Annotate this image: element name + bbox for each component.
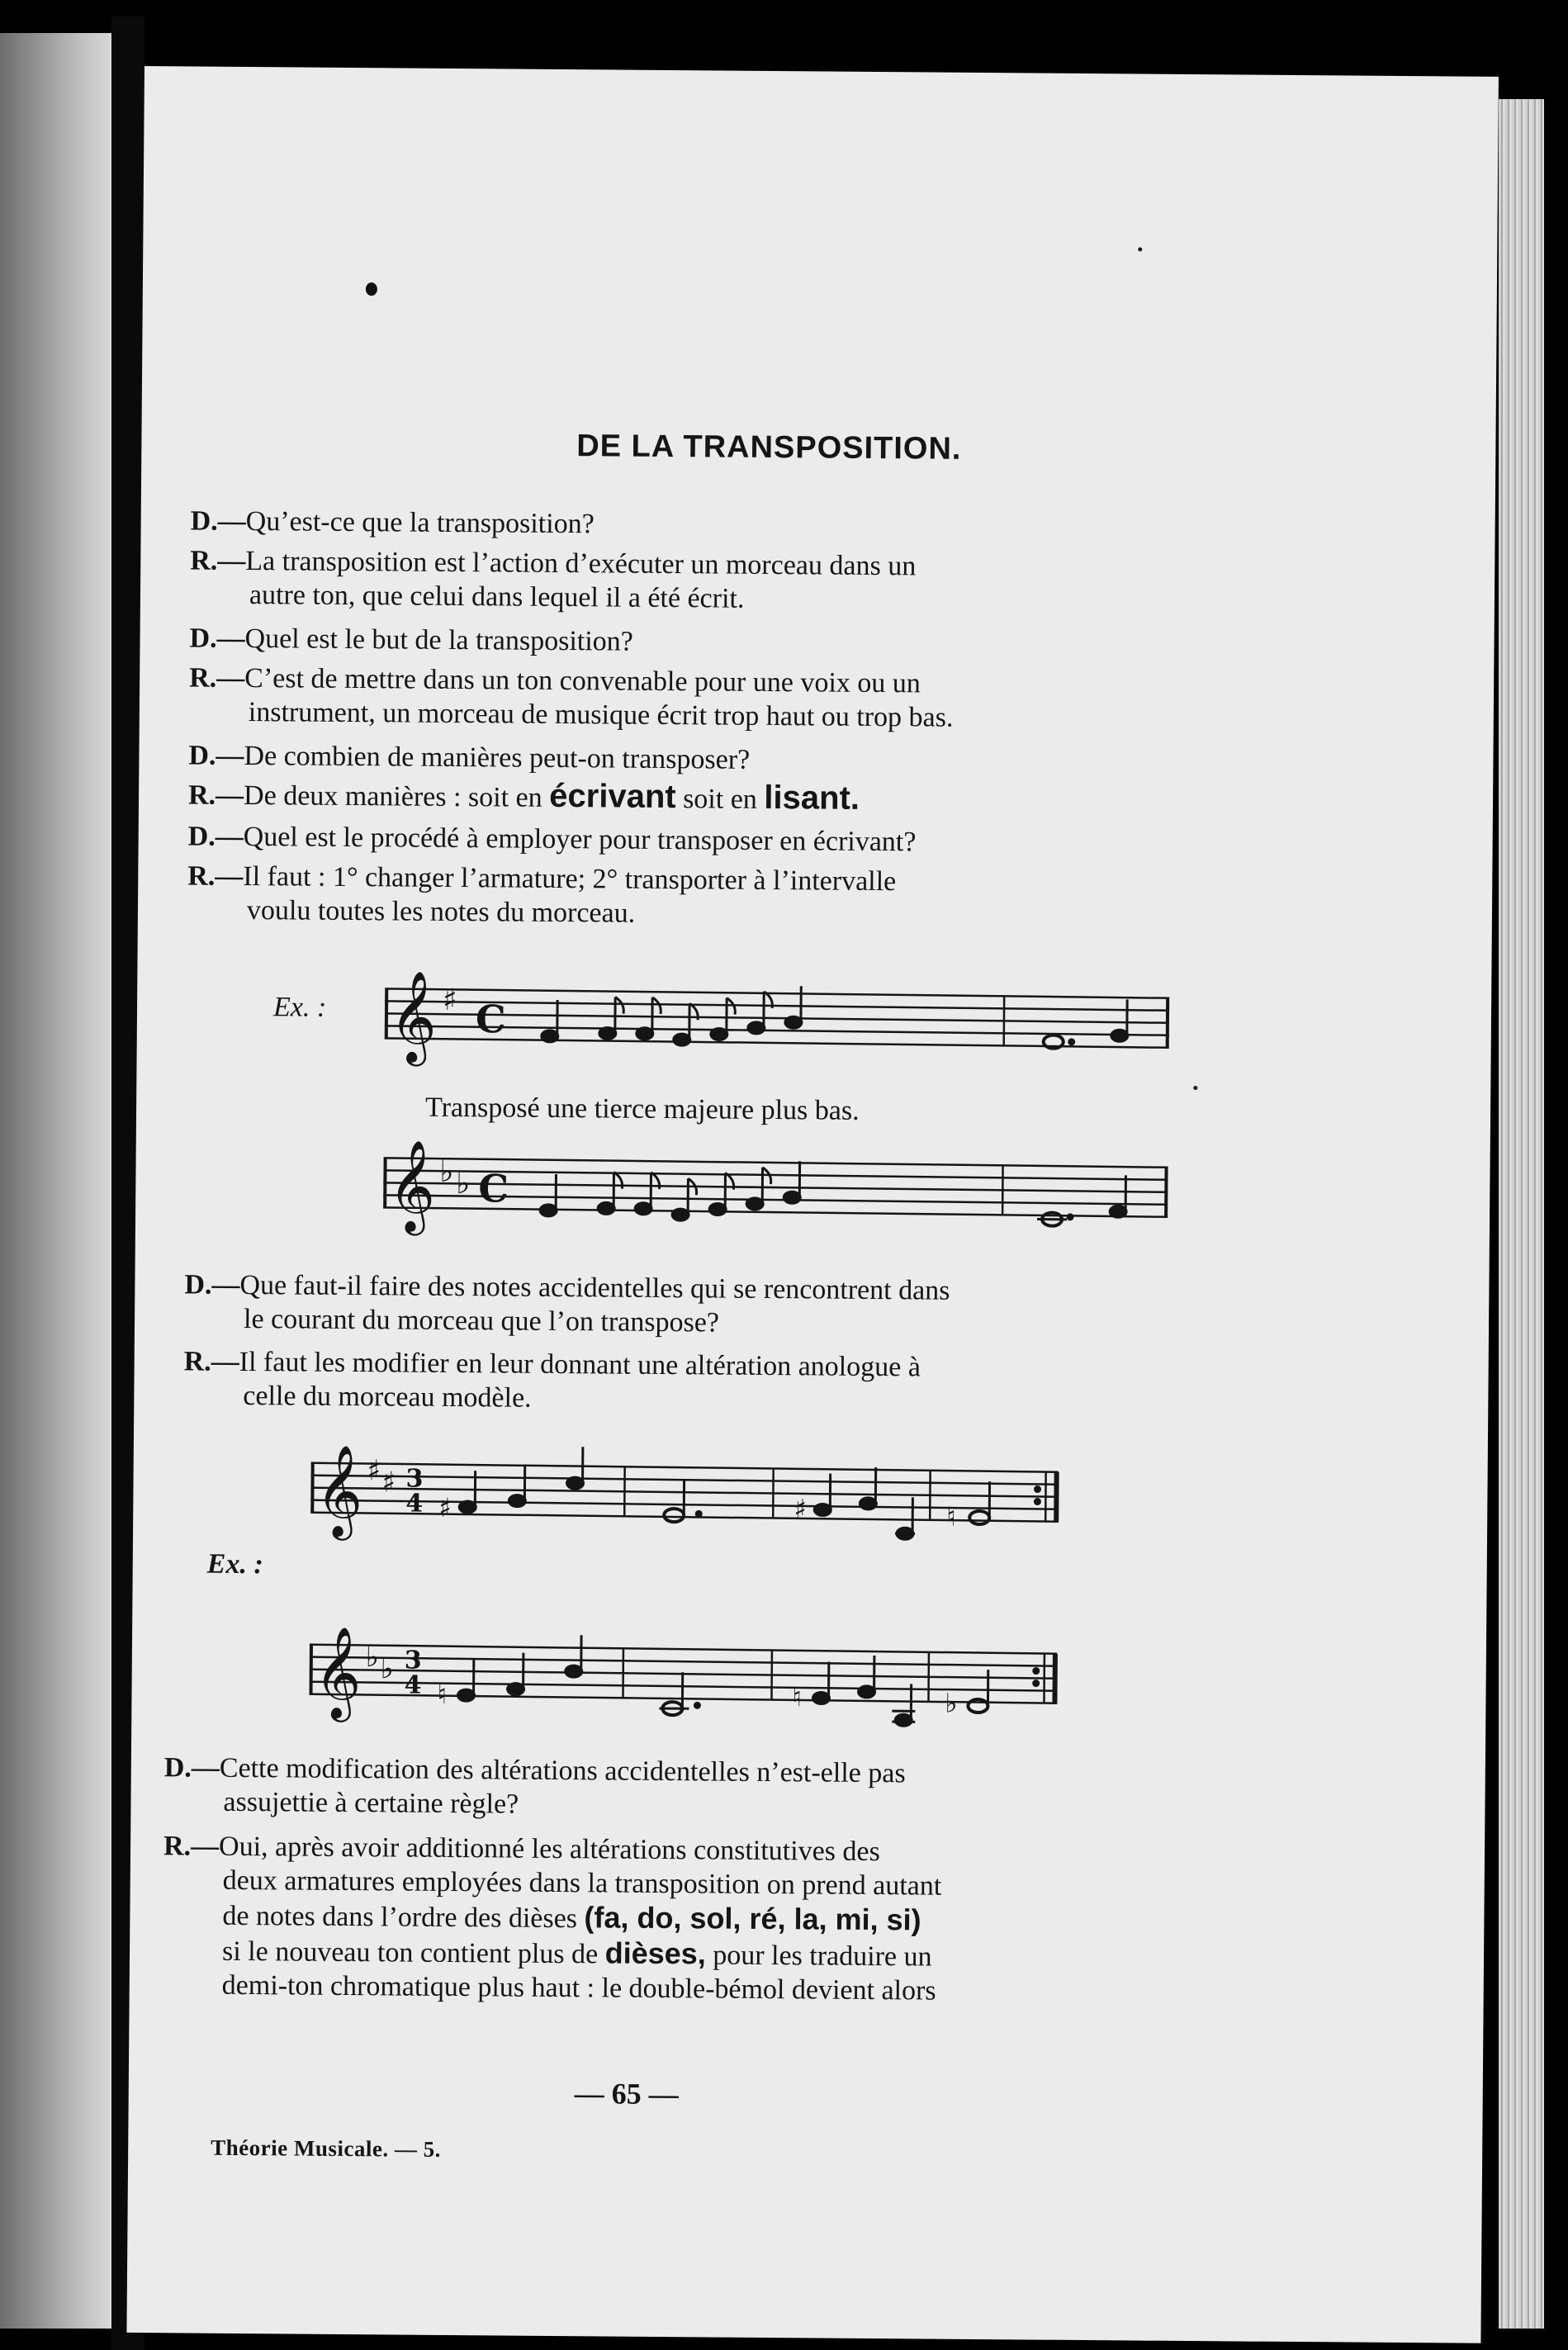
treble-clef-icon: 𝄞 [315,1443,363,1537]
time-sig-top: 3 [405,1464,424,1494]
q-text: Quel est le procédé à employer pour transposer en écrivant? [243,821,917,858]
time-sig-bottom: 4 [405,1489,424,1518]
q-text: Quel est le but de la transposition? [244,623,633,657]
r-text: Il faut les modifier en leur donnant une altération anologue à [239,1346,921,1383]
r-text: De deux manières : soit en [243,779,550,813]
r-marker: R.— [190,545,246,576]
music-staff-transposed [383,1133,1177,1239]
flat-icon: ♭ [456,1167,471,1201]
r-text-part: si le nouveau ton contient plus de [221,1935,605,1970]
r-marker: R.— [187,860,244,892]
ink-dot [1193,1086,1197,1090]
r-text-cont: demi-ton chromatique plus haut : le double-bémol devient alors [221,1969,936,2007]
r-text-cont: instrument, un morceau de musique écrit trop haut ou trop bas. [248,697,954,733]
question-2 [189,621,1155,662]
transposition-caption: Transposé une tierce majeure plus bas. [424,1092,860,1126]
svg-text:♯: ♯ [793,1493,807,1525]
r-text: Oui, après avoir additionné les altérations constitutives des [218,1831,880,1868]
example-label: Ex. : [272,992,327,1023]
flat-icon: ♭ [380,1652,394,1686]
q-text: Cette modification des altérations accidentelles n’est-elle pas [219,1752,906,1789]
page-number: — 65 — [574,2077,679,2111]
music-staff-original [385,964,1178,1069]
question-5 [184,1267,1151,1343]
common-time-icon: C [478,1166,509,1211]
common-time-icon: C [475,997,506,1042]
svg-text:♮: ♮ [792,1681,803,1713]
q-text-cont: assujettie à certaine règle? [223,1786,519,1820]
q-text-cont: le courant du morceau que l’on transpose? [243,1303,720,1338]
q-marker: D.— [187,821,244,852]
facing-page-edge [0,33,111,2329]
r-text-cont: celle du morceau modèle. [243,1380,532,1414]
answer-2 [189,661,1156,736]
ink-dot [366,282,377,296]
q-marker: D.— [163,1752,220,1784]
emphasis-writing: écrivant [549,777,676,816]
svg-text:♮: ♮ [946,1500,956,1533]
answer-1 [190,543,1157,618]
r-text-part: de notes dans l’ordre des dièses [222,1900,585,1935]
answer-4 [187,859,1154,934]
treble-clef-icon: 𝄞 [387,1139,436,1232]
svg-text:♮: ♮ [437,1678,448,1710]
sharp-icon: ♯ [381,1466,396,1500]
question-6 [163,1751,1130,1826]
flat-icon: ♭ [439,1154,454,1189]
r-text: La transposition est l’action d’exécuter un morceau dans un [245,545,917,582]
music-staff-accidentals-original [310,1438,1071,1543]
r-text-part: pour les traduire un [705,1940,932,1973]
running-footer: Théorie Musicale. — 5. [211,2134,442,2162]
q-marker: D.— [189,623,245,654]
time-sig-top: 3 [404,1646,422,1675]
q-marker: D.— [190,505,246,537]
q-text: Qu’est-ce que la transposition? [245,505,595,540]
sharp-order-emphasis: (fa, do, sol, ré, la, mi, si) [584,1900,921,1937]
example-label-2: Ex. : [206,1548,263,1580]
notes-group [540,1159,1127,1227]
q-text: De combien de manières peut-on transposer? [244,740,751,775]
svg-text:♭: ♭ [945,1687,958,1719]
r-text: soit en [675,784,765,815]
r-marker: R.— [183,1346,239,1377]
r-text-cont: voulu toutes les notes du morceau. [246,895,636,929]
chapter-title: DE LA TRANSPOSITION. [576,429,962,467]
emphasis-reading: lisant. [764,779,860,817]
q-text: Que faut-il faire des notes accidentelles qui se rencontrent dans [239,1269,950,1306]
flat-icon: ♭ [365,1641,380,1675]
sharp-icon: ♯ [442,983,457,1018]
treble-clef-icon: 𝄞 [389,969,438,1063]
question-1 [191,504,1157,545]
q-marker: D.— [184,1269,240,1301]
q-marker: D.— [188,740,244,771]
treble-clef-icon: 𝄞 [314,1625,362,1719]
r-marker: R.— [163,1831,220,1862]
r-text: C’est de mettre dans un ton convenable pour une voix ou un [244,662,921,699]
sharp-icon: ♯ [367,1454,381,1488]
book-page [126,66,1499,2343]
answer-6 [163,1829,1130,2009]
sharps-emphasis: dièses, [604,1935,706,1971]
answer-3 [188,776,1154,819]
r-text: Il faut : 1° changer l’armature; 2° transporter à l’intervalle [243,860,897,898]
r-text-cont: deux armatures employées dans la transposition on prend autant [222,1864,942,1902]
answer-5 [183,1344,1150,1419]
r-marker: R.— [189,662,245,694]
question-4 [188,819,1154,860]
time-sig-bottom: 4 [404,1670,422,1700]
r-text-cont: autre ton, que celui dans lequel il a été écrit. [249,580,745,614]
r-marker: R.— [187,779,244,811]
question-3 [188,738,1154,779]
ink-dot [1138,247,1142,251]
page-stack-edge [1499,99,1544,2329]
music-staff-accidentals-transposed [309,1620,1069,1725]
svg-text:♯: ♯ [438,1491,452,1523]
